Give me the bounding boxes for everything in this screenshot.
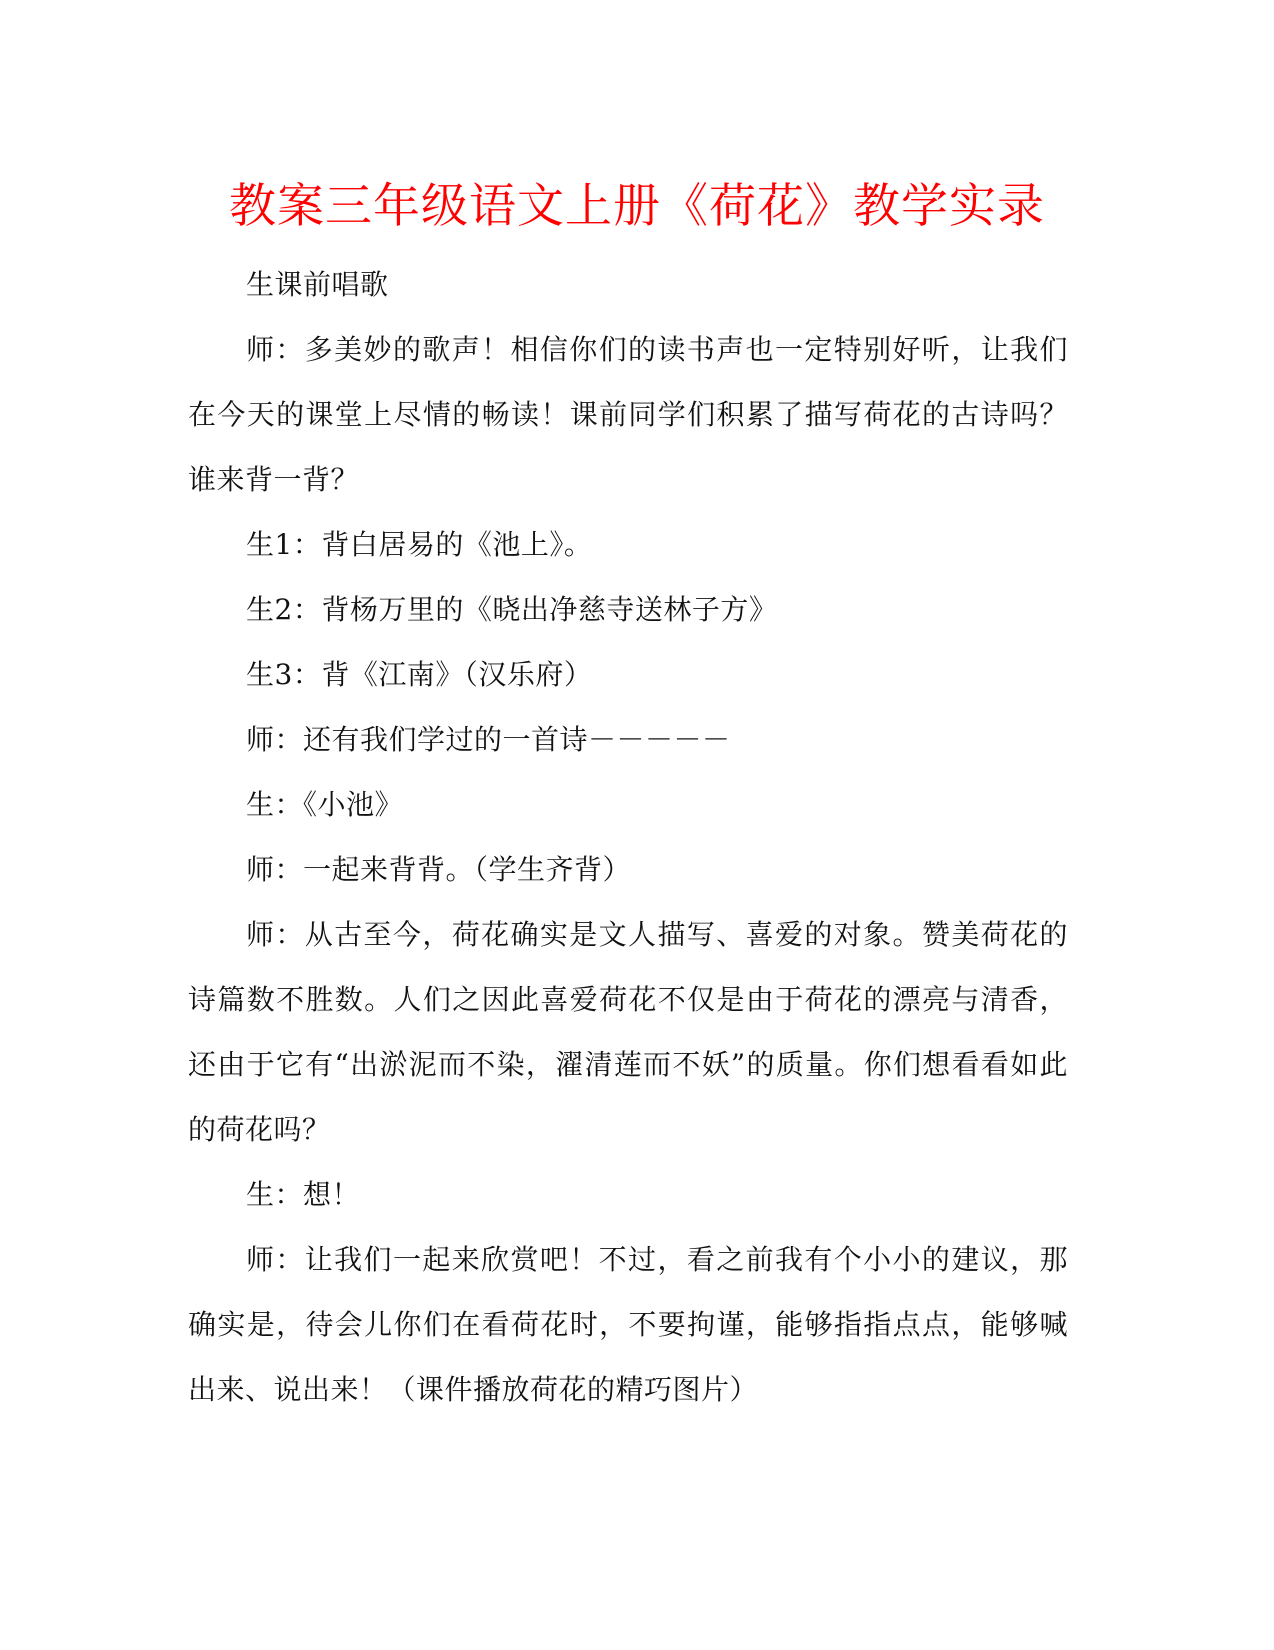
paragraph-1: 生课前唱歌	[246, 268, 389, 301]
paragraph-4: 生2：背杨万里的《晓出净慈寺送林子方》	[246, 593, 778, 626]
document-title: 教案三年级语文上册《荷花》教学实录	[229, 179, 1045, 234]
paragraph-9: 师：从古至今，荷花确实是文人描写、喜爱的对象。赞美荷花的诗篇数不胜数。人们之因此喜爱荷花不仅是由于荷花的漂亮与清香，还由于它有“出淤泥而不染，濯清莲而不妖”的质量。你们想看看如此的荷花吗？	[188, 918, 1068, 1146]
paragraph-2: 师：多美妙的歌声！相信你们的读书声也一定特别好听，让我们在今天的课堂上尽情的畅读！课前同学们积累了描写荷花的古诗吗？谁来背一背？	[188, 333, 1068, 496]
paragraph-10: 生：想！	[246, 1178, 361, 1211]
paragraph-5: 生3：背《江南》（汉乐府）	[246, 658, 593, 691]
paragraph-8: 师：一起来背背。（学生齐背）	[246, 853, 632, 886]
paragraph-7: 生：《小池》	[246, 788, 404, 821]
paragraph-11: 师：让我们一起来欣赏吧！不过，看之前我有个小小的建议，那确实是，待会儿你们在看荷花时，不要拘谨，能够指指点点，能够喊出来、说出来！（课件播放荷花的精巧图片）	[188, 1243, 1068, 1406]
paragraph-3: 生1：背白居易的《池上》。	[246, 528, 593, 561]
paragraph-6: 师：还有我们学过的一首诗－－－－－	[246, 723, 731, 756]
document-body	[188, 252, 1068, 1422]
